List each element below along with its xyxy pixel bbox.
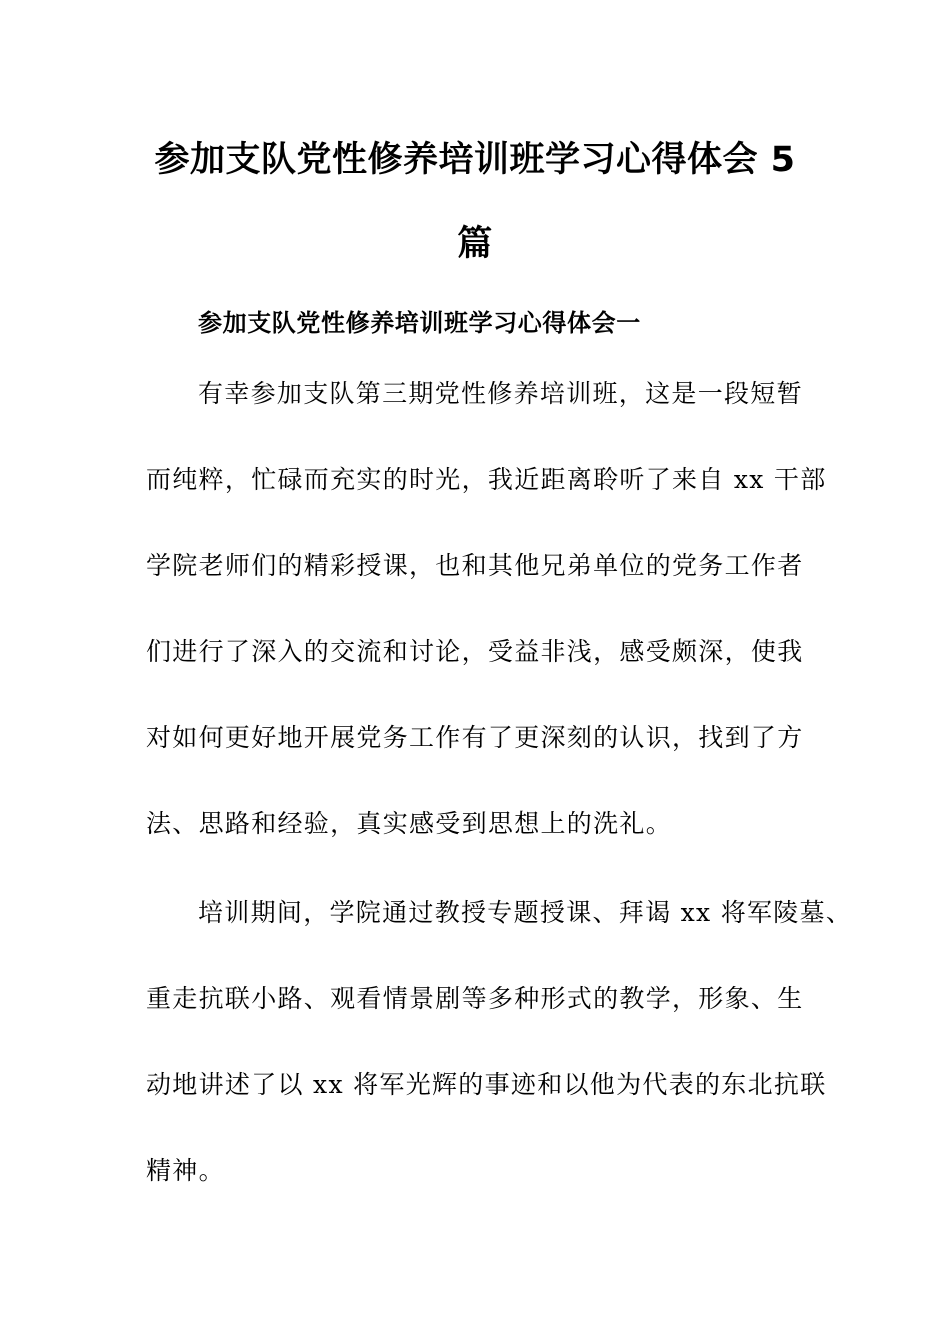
paragraph-1-line-5: 对如何更好地开展党务工作有了更深刻的认识，找到了方 <box>146 723 804 752</box>
paragraph-1-line-1: 有幸参加支队第三期党性修养培训班，这是一段短暂 <box>198 379 803 408</box>
paragraph-2-line-3: 动地讲述了以 xx 将军光辉的事迹和以他为代表的东北抗联 <box>146 1070 827 1099</box>
document-title-line-2: 篇 <box>457 224 493 264</box>
paragraph-2-line-1: 培训期间，学院通过教授专题授课、拜谒 xx 将军陵墓、 <box>198 898 853 927</box>
paragraph-1-line-2: 而纯粹，忙碌而充实的时光，我近距离聆听了来自 xx 干部 <box>146 465 827 494</box>
section-heading: 参加支队党性修养培训班学习心得体会一 <box>198 309 641 337</box>
document-title-line-1: 参加支队党性修养培训班学习心得体会 5 <box>154 140 796 180</box>
paragraph-2-line-2: 重走抗联小路、观看情景剧等多种形式的教学，形象、生 <box>146 984 804 1013</box>
paragraph-1-line-6: 法、思路和经验，真实感受到思想上的洗礼。 <box>146 809 673 838</box>
paragraph-2-line-4: 精神。 <box>146 1156 225 1185</box>
paragraph-1-line-3: 学院老师们的精彩授课，也和其他兄弟单位的党务工作者 <box>146 551 804 580</box>
paragraph-1-line-4: 们进行了深入的交流和讨论，受益非浅，感受颇深，使我 <box>146 637 804 666</box>
